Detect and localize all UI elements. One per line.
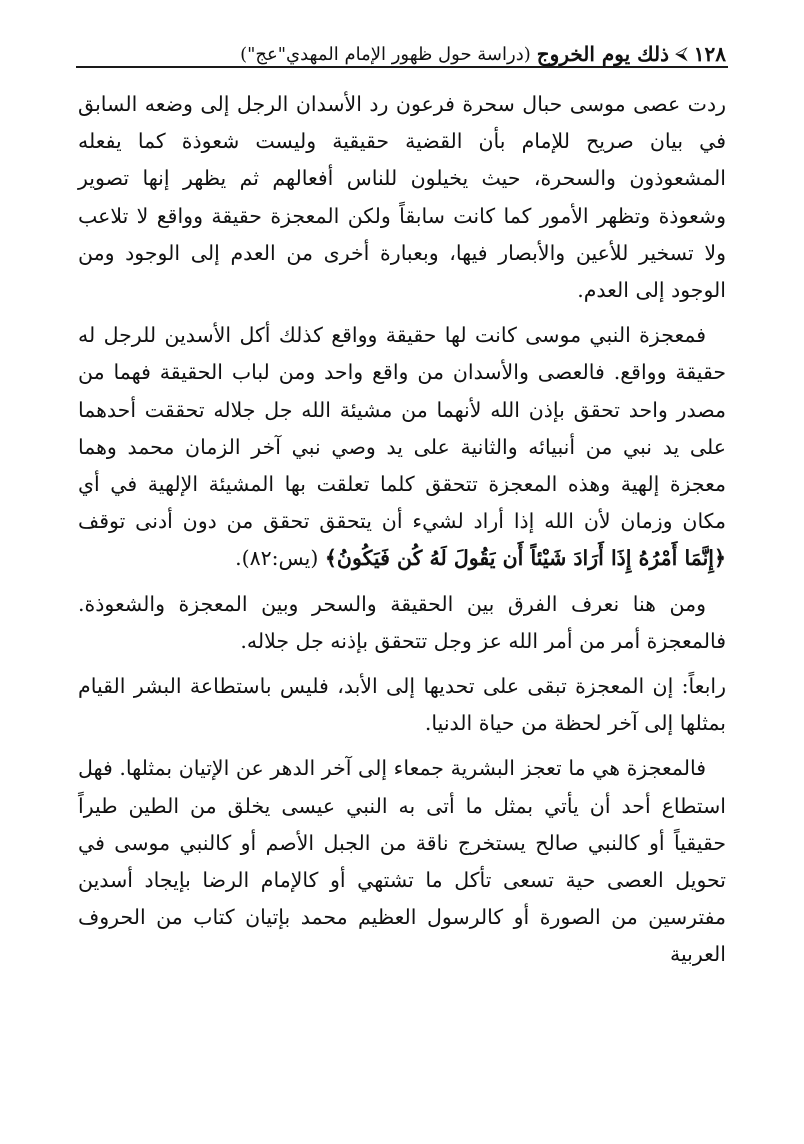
paragraph-1: ردت عصى موسى حبال سحرة فرعون رد الأسدان الرجل إلى وضعه السابق في بيان صريح للإمام بأن القضية حقيقية وليست شعوذة كما يفعله المشعوذون والسحرة، حيث يخيلون للناس أفعالهم ثم يظهر إنها تصوير وشعوذة وتظهر الأمور كما كانت سابقاً ولكن المعجزة حقيقة وواقع لا تلاعب ولا تسخير للأعين والأبصار فيها، وبعبارة أخرى من العدم إلى الوجود ومن الوجود إلى العدم.: [78, 92, 726, 303]
main-text: [78, 86, 726, 982]
quran-verse: ﴿إِنَّمَا أَمْرُهُ إِذَا أَرَادَ شَيْئاً أَن يَقُولَ لَهُ كُن فَيَكُونُ﴾: [324, 546, 726, 571]
header-divider: [76, 66, 728, 68]
page-header: [78, 28, 726, 64]
header-ornament-icon: ⮘: [674, 43, 688, 64]
book-subtitle: (دراسة حول ظهور الإمام المهدي"عج"): [240, 44, 531, 65]
paragraph-3: ومن هنا نعرف الفرق بين الحقيقة والسحر وبين المعجزة والشعوذة. فالمعجزة أمر من أمر الله عز وجل تتحقق بإذنه جل جلاله.: [78, 591, 726, 653]
paragraph-2: [78, 317, 726, 577]
paragraph-2-text: فمعجزة النبي موسى كانت لها حقيقة وواقع كذلك أكل الأسدين للرجل له حقيقة وواقع. فالعصى والأسدان من واقع واحد ومن لباب الحقيقة فهما من مصدر واحد تحقق بإذن الله لأنهما من مشيئة الله جل جلاله تحققت أحدهما على يد نبي من أنبيائه والثانية على يد وصي نبي آخر الزمان محمد وهما معجزة إلهية وهذه المعجزة تتحقق كلما تعلقت بها المشيئة الإلهية في أي مكان وزمان لأن الله إذا أراد لشيء أن يتحقق تحقق من دون أدنى توقف: [78, 323, 726, 534]
paragraph-4: رابعاً: إن المعجزة تبقى على تحديها إلى الأبد، فليس باستطاعة البشر القيام بمثلها إلى آخر لحظة من حياة الدنيا.: [78, 674, 726, 736]
paragraph-5: فالمعجزة هي ما تعجز البشرية جمعاء إلى آخر الدهر عن الإتيان بمثلها. فهل استطاع أحد أن يأتي بمثل ما أتى به النبي عيسى يخلق من الطين طيراً حقيقياً أو كالنبي صالح يستخرج ناقة من الجبل الأصم أو كالنبي موسى في تحويل العصى حية تسعى تأكل ما تشتهي أو كالإمام الرضا بإيجاد أسدين مفترسين من الصورة أو كالرسول العظيم محمد بإتيان كتاب من الحروف العربية: [78, 756, 726, 967]
verse-citation: (يس:٨٢).: [235, 546, 319, 571]
page-number: ١٢٨: [693, 42, 726, 66]
book-title: ذلك يوم الخروج: [536, 42, 669, 66]
